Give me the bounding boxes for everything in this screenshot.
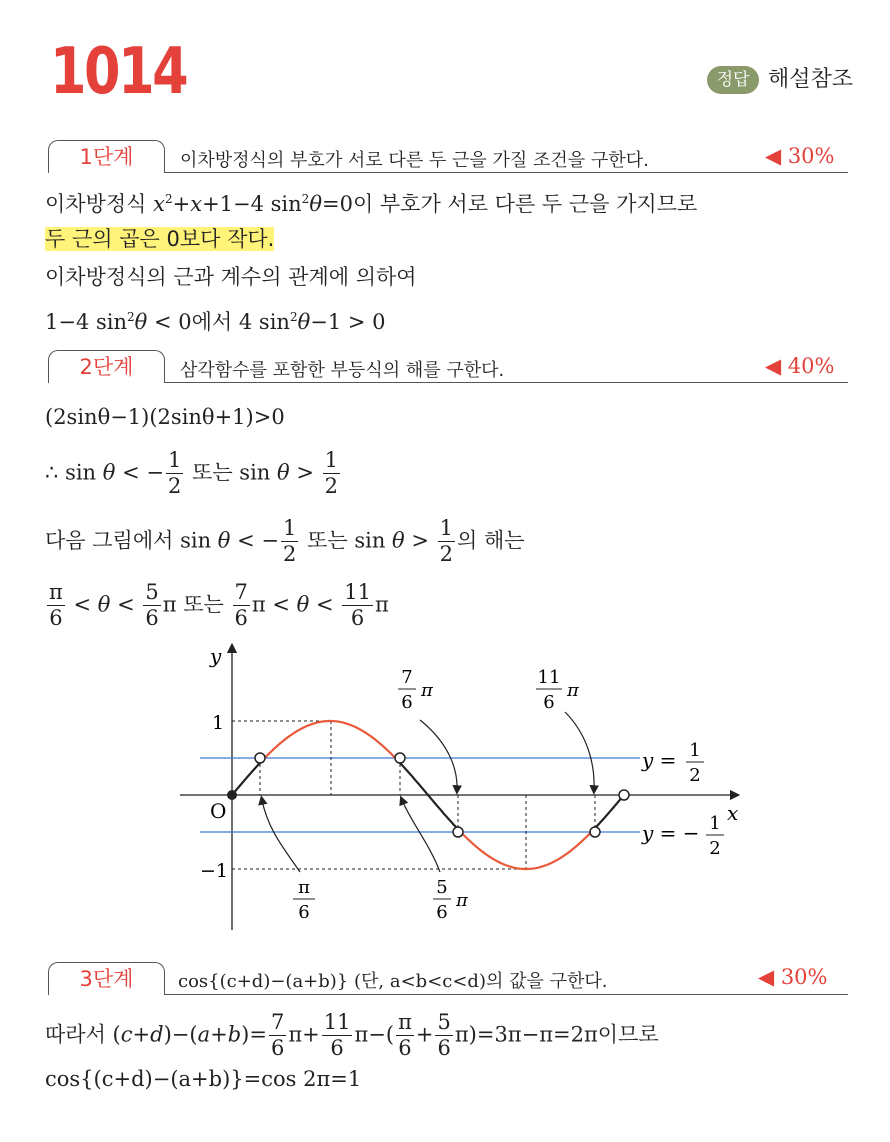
answer-text: 해설참조 bbox=[768, 67, 854, 92]
step3-final: cos{(c+d)−(a+b)}=cos 2π=1 bbox=[45, 1067, 362, 1091]
label-11pi-6-num: 11 bbox=[537, 667, 561, 688]
half-den: 2 bbox=[689, 765, 701, 786]
step2-line4: $\frac{\pi}{6}$ < θ < $\frac{5}{6}$ π 또는 $\frac{7}{6}$ π < θ < $\frac{11}{6}$ π bbox=[49, 580, 389, 630]
label-7pi-6-num: 7 bbox=[401, 667, 413, 688]
point-5pi-6 bbox=[395, 753, 405, 763]
step1-line1: 이차방정식 $x^2+x+1-4$ $\sin^2\theta=0$이 부호가 서로 다른 두 근을 가지므로 bbox=[45, 192, 698, 216]
point-2pi bbox=[619, 790, 629, 800]
point-7pi-6 bbox=[453, 827, 463, 837]
or-text: 또는 bbox=[183, 592, 224, 617]
tick-1: 1 bbox=[212, 712, 225, 734]
stage-3-expr: cos{(c+d)−(a+b)} bbox=[178, 971, 349, 992]
or-text: 또는 bbox=[192, 460, 233, 485]
stage-2-description: 삼각함수를 포함한 부등식의 해를 구한다. bbox=[180, 360, 505, 381]
tick-neg-1: −1 bbox=[200, 860, 229, 882]
x-axis-label: x bbox=[727, 801, 739, 825]
label-5pi-6-num: 5 bbox=[436, 877, 448, 898]
step2-solution-suffix: 의 해는 bbox=[457, 528, 525, 553]
callout-arrows bbox=[262, 712, 594, 872]
stage-3-label: 3단계 bbox=[48, 962, 165, 995]
step3-prefix: 따라서 bbox=[45, 1022, 106, 1047]
stage-1-label: 1단계 bbox=[48, 140, 165, 173]
line-bottom-label: y = − bbox=[642, 821, 700, 845]
stage-2-percent: ◀ 40% bbox=[765, 354, 835, 378]
step2-line2: ∴ sin θ < − $\frac{1}{2}$ 또는 sin θ > $\frac{1}{2}$ bbox=[45, 448, 338, 498]
point-pi-6 bbox=[255, 753, 265, 763]
step1-line4-mid: 에서 bbox=[191, 310, 233, 334]
label-11pi-6-pi: π bbox=[567, 680, 579, 701]
stage-2-label: 2단계 bbox=[48, 350, 165, 383]
label-pi-6-den: 6 bbox=[298, 902, 310, 923]
y-axis-label: y bbox=[210, 644, 222, 668]
step2-intro: 다음 그림에서 bbox=[45, 528, 174, 553]
step2-line3: 다음 그림에서 sin θ < − $\frac{1}{2}$ 또는 sin θ > $\frac{1}{2}$ 의 해는 bbox=[45, 516, 525, 566]
origin-point bbox=[227, 790, 237, 800]
label-5pi-6-pi: π bbox=[456, 890, 468, 911]
or-text: 또는 bbox=[307, 528, 348, 553]
step1-line1-prefix: 이차방정식 bbox=[45, 192, 147, 216]
stage-3-tail: 의 값을 구한다. bbox=[485, 971, 608, 992]
label-5pi-6-den: 6 bbox=[436, 902, 448, 923]
stage-3-cond: (단, a<b<c<d) bbox=[354, 971, 486, 992]
step3-suffix: 이므로 bbox=[597, 1022, 659, 1047]
label-7pi-6-den: 6 bbox=[401, 692, 413, 713]
half-num: 1 bbox=[689, 740, 701, 761]
label-11pi-6-den: 6 bbox=[543, 692, 555, 713]
step2-line1: (2sinθ−1)(2sinθ+1)>0 bbox=[45, 405, 285, 429]
half-den-2: 2 bbox=[709, 838, 721, 859]
step1-line4: 1−4 $\sin^2\theta < 0$에서 4 $\sin^2\theta-1 > 0$ bbox=[45, 310, 386, 334]
half-num-2: 1 bbox=[709, 813, 721, 834]
answer-badge: 정답 bbox=[707, 66, 759, 94]
step3-line1: 따라서 (c+d)−(a+b)= $\frac{7}{6}$ π+ $\frac{11}{6}$ π−( $\frac{\pi}{6}$ + $\frac{5}{6}$ π)=3π−π=2π이므로 bbox=[45, 1010, 659, 1060]
step1-line1-suffix: 이 부호가 서로 다른 두 근을 가지므로 bbox=[352, 192, 698, 216]
point-11pi-6 bbox=[590, 827, 600, 837]
label-pi-6-num: π bbox=[298, 877, 310, 898]
origin-label: O bbox=[210, 799, 227, 823]
line-top-label: y = bbox=[642, 748, 677, 772]
stage-1-description: 이차방정식의 부호가 서로 다른 두 근을 가질 조건을 구한다. bbox=[180, 150, 649, 171]
step1-highlight: 두 근의 곱은 0보다 작다. bbox=[45, 227, 275, 251]
label-7pi-6-pi: π bbox=[421, 680, 433, 701]
stage-3-percent: ◀ 30% bbox=[758, 965, 828, 989]
therefore-symbol: ∴ bbox=[45, 460, 59, 485]
problem-number: 1014 bbox=[50, 35, 187, 109]
stage-3-description bbox=[178, 967, 607, 993]
step1-line3: 이차방정식의 근과 계수의 관계에 의하여 bbox=[45, 265, 417, 289]
solution-segment-1 bbox=[265, 721, 396, 758]
stage-1-percent: ◀ 30% bbox=[765, 144, 835, 168]
